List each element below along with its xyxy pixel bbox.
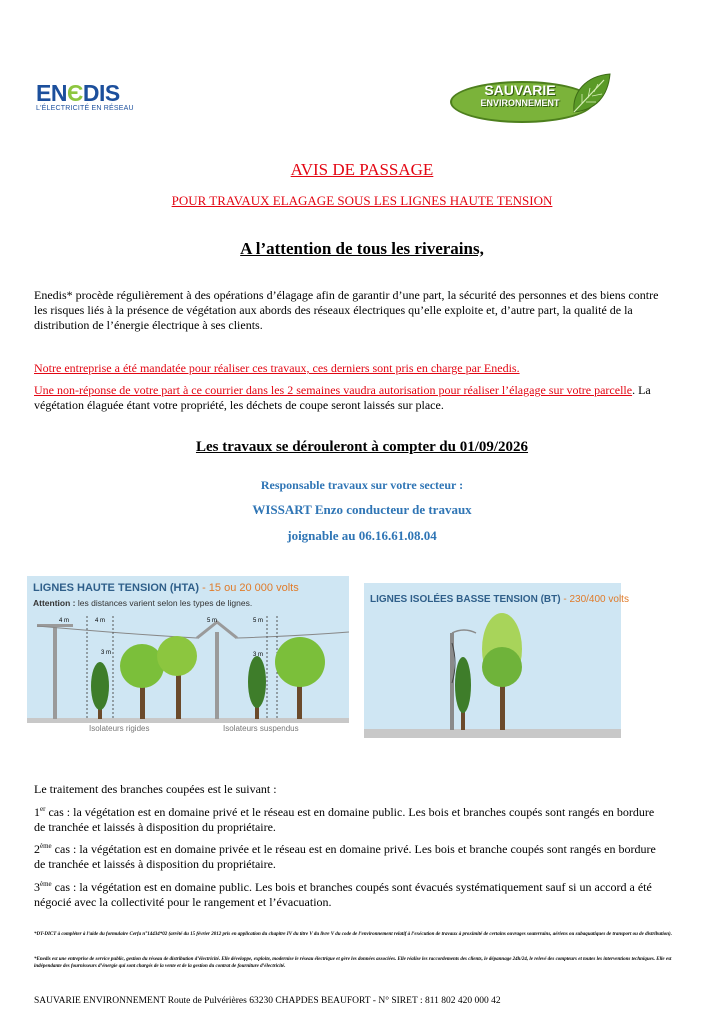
sauvarie-line2: ENVIRONNEMENT	[480, 98, 560, 108]
enedis-wordmark: ENЄDIS	[36, 80, 120, 106]
hta-dist-4m-a: 4 m	[59, 618, 70, 624]
hta-dist-4m-b: 4 m	[95, 618, 106, 624]
bt-title: LIGNES ISOLÉES BASSE TENSION (BT) - 230/400 volts	[370, 594, 629, 605]
greeting-heading: A l’attention de tous les riverains,	[240, 239, 484, 258]
intro-paragraph: Enedis* procède régulièrement à des opérations d’élagage afin de garantir d’une part, la sécurité des personnes et des biens contre les risques liés à la présence de végétation aux abords des réseaux électriques qu’elle exploite et, d’autre part, la qualité de la distribution de l’énergie électrique à ses clients.	[34, 288, 659, 332]
contact-label: Responsable travaux sur votre secteur :	[260, 478, 464, 492]
hta-dist-5m-b: 5 m	[253, 618, 264, 624]
enedis-tagline: L'ÉLECTRICITÉ EN RÉSEAU	[36, 105, 134, 112]
sauvarie-line1: SAUVARIE	[484, 82, 556, 98]
case-2: 2ème cas : la végétation est en domaine privée et le réseau est en domaine privé. Les bois et branche coupés sont rangés en bordure de tranchée et laissés à disposition du propriétaire.	[34, 842, 656, 871]
bt-figure	[364, 583, 629, 738]
company-footer: SAUVARIE ENVIRONNEMENT Route de Pulvérières 63230 CHAPDES BEAUFORT - N° SIRET : 811 802 420 000 42	[34, 996, 501, 1006]
hta-attention: Attention : les distances varient selon les types de lignes.	[33, 598, 253, 608]
hta-title: LIGNES HAUTE TENSION (HTA) - 15 ou 20 000 volts	[33, 582, 299, 594]
mandate-notice: Notre entreprise a été mandatée pour réaliser ces travaux, ces derniers sont pris en charge par Enedis.	[34, 361, 520, 375]
case-3: 3ème cas : la végétation est en domaine public. Les bois et branches coupés sont évacués systématiquement sauf si un accord a été négocié avec la collectivité pour le rangement et l’évacuation.	[34, 880, 652, 909]
footnote-enedis: *Enedis est une entreprise de service public, gestion du réseau de distribution d’électricité. Elle développe, exploite, modernise le réseau électrique et gère les données associées. Elle réalise les raccordements des clients, le dépannage 24h/24, le relevé des compteurs et toutes les interventions techniques. Elle est indépendante des fournisseurs d’énergie qui sont chargés de la vente et de la gestion du contrat de fourniture d’électricité.	[34, 957, 672, 969]
treatment-intro: Le traitement des branches coupées est le suivant :	[34, 782, 277, 796]
hta-figure	[27, 576, 349, 736]
page-title: AVIS DE PASSAGE	[290, 160, 434, 179]
enedis-logo	[36, 82, 136, 116]
page-subtitle: POUR TRAVAUX ELAGAGE SOUS LES LIGNES HAUTE TENSION	[171, 193, 553, 208]
bt-illustration	[364, 583, 621, 738]
footnote-dt-dict: *DT-DICT à compléter à l’aide du formulaire Cerfa n°14434*02 (arrêté du 15 février 2012 pris en application du chapitre IV du titre V du livre V du code de l’environnement relatif à l’exécution de travaux à proximité de certains ouvrages souterrains, aériens ou subaquatiques de transport ou de distribution).	[34, 932, 672, 937]
nonresponse-rest: . La végétation élaguée étant votre propriété, les déchets de coupe seront laissés sur place.	[34, 383, 651, 412]
hta-caption-right: Isolateurs suspendus	[223, 724, 299, 733]
hta-dist-5m-a: 5 m	[207, 618, 218, 624]
leaf-icon	[568, 72, 612, 116]
sauvarie-logo	[450, 72, 612, 122]
hta-dist-3m-b: 3 m	[253, 652, 264, 658]
hta-dist-3m-a: 3 m	[101, 650, 112, 656]
contact-name: WISSART Enzo conducteur de travaux	[252, 502, 472, 517]
nonresponse-warning: Une non-réponse de votre part à ce courrier dans les 2 semaines vaudra autorisation pour réaliser l’élagage sur votre parcelle	[34, 383, 633, 397]
case-1: 1er cas : la végétation est en domaine privé et le réseau est en domaine public. Les bois et branches coupés sont rangés en bordure de tranchée et laissés à disposition du propriétaire.	[34, 805, 655, 834]
hta-caption-left: Isolateurs rigides	[89, 724, 150, 733]
start-date-heading: Les travaux se dérouleront à compter du 01/09/2026	[195, 439, 529, 455]
contact-phone: joignable au 06.16.61.08.04	[287, 528, 437, 543]
nonresponse-paragraph	[34, 383, 664, 413]
